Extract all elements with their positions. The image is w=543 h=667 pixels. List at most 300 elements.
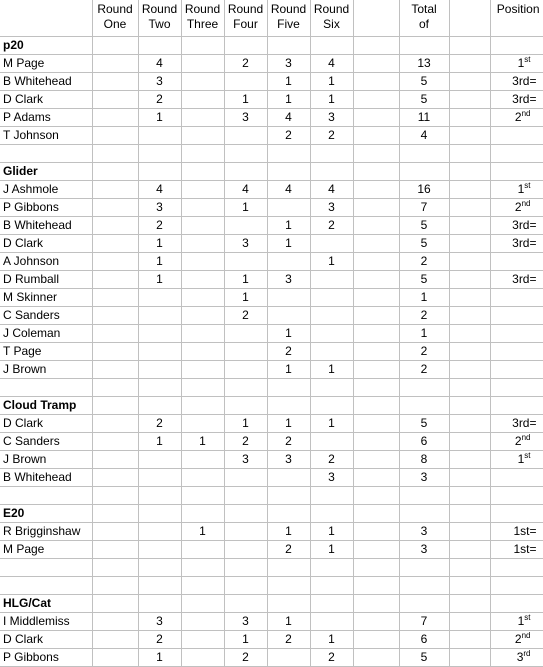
empty-cell[interactable] [490,37,543,55]
empty-cell[interactable] [138,559,181,577]
round-score-cell[interactable] [92,451,138,469]
round-score-cell[interactable]: 1 [310,253,353,271]
round-score-cell[interactable] [181,235,224,253]
round-score-cell[interactable] [310,271,353,289]
position-cell[interactable] [490,73,543,91]
empty-cell[interactable] [353,595,399,613]
empty-cell[interactable] [399,37,449,55]
round-score-cell[interactable] [138,127,181,145]
empty-cell[interactable] [399,379,449,397]
empty-cell[interactable] [449,361,490,379]
round-score-cell[interactable]: 3 [224,451,267,469]
empty-cell[interactable] [310,505,353,523]
empty-cell[interactable] [490,163,543,181]
empty-cell[interactable] [224,397,267,415]
empty-cell[interactable] [92,145,138,163]
empty-cell[interactable] [310,487,353,505]
round-score-cell[interactable] [224,343,267,361]
pilot-name-cell[interactable]: D Clark [0,235,92,253]
empty-cell[interactable] [138,145,181,163]
empty-cell[interactable] [267,145,310,163]
round-score-cell[interactable] [224,253,267,271]
total-cell[interactable]: 8 [399,451,449,469]
empty-cell[interactable] [92,37,138,55]
round-score-cell[interactable]: 3 [267,271,310,289]
empty-cell[interactable] [353,37,399,55]
empty-cell[interactable] [181,487,224,505]
column-header[interactable] [0,0,92,37]
empty-cell[interactable] [181,595,224,613]
round-score-cell[interactable]: 1 [138,109,181,127]
round-score-cell[interactable] [92,199,138,217]
empty-cell[interactable] [353,109,399,127]
empty-cell[interactable] [92,505,138,523]
round-score-cell[interactable] [138,361,181,379]
position-cell[interactable] [490,181,543,199]
empty-cell[interactable] [224,145,267,163]
round-score-cell[interactable] [181,325,224,343]
position-cell[interactable] [490,91,543,109]
empty-cell[interactable] [353,91,399,109]
empty-cell[interactable] [490,595,543,613]
total-cell[interactable]: 3 [399,469,449,487]
round-score-cell[interactable] [92,55,138,73]
column-header[interactable] [181,0,224,37]
pilot-name-cell[interactable]: M Page [0,55,92,73]
empty-cell[interactable] [92,595,138,613]
empty-cell[interactable] [92,487,138,505]
pilot-name-cell[interactable]: C Sanders [0,307,92,325]
pilot-name-cell[interactable]: P Gibbons [0,199,92,217]
empty-cell[interactable] [310,37,353,55]
empty-cell[interactable] [449,613,490,631]
empty-cell[interactable] [449,145,490,163]
position-cell[interactable] [490,433,543,451]
position-cell[interactable] [490,649,543,667]
empty-cell[interactable] [490,487,543,505]
round-score-cell[interactable]: 4 [267,109,310,127]
round-score-cell[interactable] [138,451,181,469]
round-score-cell[interactable]: 3 [224,613,267,631]
round-score-cell[interactable]: 1 [267,235,310,253]
position-cell[interactable] [490,127,543,145]
pilot-name-cell[interactable]: J Coleman [0,325,92,343]
empty-cell[interactable] [181,37,224,55]
pilot-name-cell[interactable]: D Clark [0,415,92,433]
round-score-cell[interactable] [181,91,224,109]
position-cell[interactable] [490,415,543,433]
round-score-cell[interactable]: 1 [224,271,267,289]
empty-cell[interactable] [490,379,543,397]
round-score-cell[interactable] [92,307,138,325]
group-name-cell[interactable]: HLG/Cat [0,595,92,613]
round-score-cell[interactable] [181,613,224,631]
empty-cell[interactable] [353,487,399,505]
round-score-cell[interactable]: 3 [224,109,267,127]
empty-cell[interactable] [92,577,138,595]
pilot-name-cell[interactable]: A Johnson [0,253,92,271]
empty-cell[interactable] [449,73,490,91]
empty-cell[interactable] [399,145,449,163]
empty-cell[interactable] [224,37,267,55]
empty-cell[interactable] [353,613,399,631]
round-score-cell[interactable] [310,307,353,325]
empty-cell[interactable] [224,163,267,181]
round-score-cell[interactable]: 2 [224,55,267,73]
pilot-name-cell[interactable]: C Sanders [0,433,92,451]
total-cell[interactable]: 4 [399,127,449,145]
empty-cell[interactable] [310,145,353,163]
total-cell[interactable]: 16 [399,181,449,199]
position-cell[interactable] [490,541,543,559]
round-score-cell[interactable] [92,289,138,307]
total-cell[interactable]: 2 [399,343,449,361]
round-score-cell[interactable] [181,361,224,379]
pilot-name-cell[interactable]: R Brigginshaw [0,523,92,541]
round-score-cell[interactable]: 3 [138,199,181,217]
round-score-cell[interactable] [267,469,310,487]
round-score-cell[interactable]: 1 [138,235,181,253]
round-score-cell[interactable] [310,235,353,253]
empty-cell[interactable] [353,289,399,307]
round-score-cell[interactable] [92,217,138,235]
column-header[interactable] [310,0,353,37]
round-score-cell[interactable]: 2 [310,127,353,145]
empty-cell[interactable] [449,181,490,199]
empty-cell[interactable] [310,595,353,613]
empty-cell[interactable] [310,163,353,181]
round-score-cell[interactable]: 1 [310,541,353,559]
pilot-name-cell[interactable]: D Clark [0,631,92,649]
empty-cell[interactable] [224,577,267,595]
round-score-cell[interactable]: 1 [267,73,310,91]
round-score-cell[interactable] [138,541,181,559]
empty-cell[interactable] [449,217,490,235]
empty-cell[interactable] [449,631,490,649]
pilot-name-cell[interactable]: J Brown [0,361,92,379]
empty-cell[interactable] [353,631,399,649]
round-score-cell[interactable] [224,523,267,541]
empty-cell[interactable] [181,397,224,415]
round-score-cell[interactable]: 1 [181,523,224,541]
empty-cell[interactable] [449,289,490,307]
empty-cell[interactable] [92,379,138,397]
round-score-cell[interactable] [224,361,267,379]
round-score-cell[interactable]: 4 [267,181,310,199]
empty-cell[interactable] [181,145,224,163]
pilot-name-cell[interactable]: P Adams [0,109,92,127]
round-score-cell[interactable]: 1 [267,217,310,235]
position-cell[interactable] [490,523,543,541]
round-score-cell[interactable] [92,613,138,631]
round-score-cell[interactable] [310,289,353,307]
empty-cell[interactable] [399,505,449,523]
position-cell[interactable] [490,307,543,325]
empty-cell[interactable] [353,127,399,145]
round-score-cell[interactable]: 1 [224,91,267,109]
position-cell[interactable] [490,217,543,235]
round-score-cell[interactable] [181,451,224,469]
empty-cell[interactable] [353,433,399,451]
empty-cell[interactable] [138,397,181,415]
round-score-cell[interactable] [181,307,224,325]
group-name-cell[interactable]: Cloud Tramp [0,397,92,415]
position-cell[interactable] [490,271,543,289]
empty-cell[interactable] [353,235,399,253]
pilot-name-cell[interactable]: D Rumball [0,271,92,289]
empty-cell[interactable] [449,163,490,181]
round-score-cell[interactable]: 3 [224,235,267,253]
pilot-name-cell[interactable]: I Middlemiss [0,613,92,631]
empty-cell[interactable] [353,145,399,163]
round-score-cell[interactable] [92,127,138,145]
empty-cell[interactable] [310,559,353,577]
round-score-cell[interactable] [138,307,181,325]
round-score-cell[interactable] [92,343,138,361]
round-score-cell[interactable]: 4 [310,55,353,73]
round-score-cell[interactable] [267,307,310,325]
empty-cell[interactable] [399,163,449,181]
round-score-cell[interactable] [224,469,267,487]
group-name-cell[interactable]: p20 [0,37,92,55]
pilot-name-cell[interactable]: M Skinner [0,289,92,307]
empty-cell[interactable] [267,595,310,613]
round-score-cell[interactable]: 2 [138,415,181,433]
total-cell[interactable]: 2 [399,253,449,271]
round-score-cell[interactable]: 1 [181,433,224,451]
total-cell[interactable]: 5 [399,235,449,253]
round-score-cell[interactable] [181,631,224,649]
total-cell[interactable]: 6 [399,631,449,649]
empty-cell[interactable] [267,577,310,595]
empty-cell[interactable] [449,91,490,109]
column-header[interactable] [353,0,399,37]
empty-cell[interactable] [353,379,399,397]
empty-cell[interactable] [224,559,267,577]
empty-cell[interactable] [267,163,310,181]
empty-cell[interactable] [138,487,181,505]
column-header[interactable] [224,0,267,37]
round-score-cell[interactable] [92,253,138,271]
empty-cell[interactable] [449,343,490,361]
round-score-cell[interactable] [138,469,181,487]
empty-cell[interactable] [449,415,490,433]
round-score-cell[interactable]: 3 [138,73,181,91]
empty-cell[interactable] [224,487,267,505]
round-score-cell[interactable]: 3 [310,109,353,127]
round-score-cell[interactable] [92,415,138,433]
position-cell[interactable] [490,631,543,649]
empty-cell[interactable] [449,253,490,271]
round-score-cell[interactable] [267,253,310,271]
empty-cell[interactable] [353,307,399,325]
round-score-cell[interactable]: 2 [310,451,353,469]
round-score-cell[interactable] [138,325,181,343]
pilot-name-cell[interactable]: B Whitehead [0,73,92,91]
round-score-cell[interactable] [181,253,224,271]
empty-cell[interactable] [449,559,490,577]
total-cell[interactable]: 5 [399,649,449,667]
round-score-cell[interactable] [92,271,138,289]
round-score-cell[interactable] [267,199,310,217]
empty-cell[interactable] [449,523,490,541]
position-cell[interactable] [490,613,543,631]
empty-cell[interactable] [490,505,543,523]
round-score-cell[interactable]: 1 [310,415,353,433]
empty-cell[interactable] [353,271,399,289]
round-score-cell[interactable]: 2 [267,343,310,361]
empty-cell[interactable] [353,199,399,217]
round-score-cell[interactable]: 1 [267,523,310,541]
round-score-cell[interactable] [138,523,181,541]
empty-cell[interactable] [490,577,543,595]
group-name-cell[interactable]: E20 [0,505,92,523]
round-score-cell[interactable]: 1 [138,649,181,667]
round-score-cell[interactable]: 1 [267,325,310,343]
round-score-cell[interactable]: 3 [310,469,353,487]
total-cell[interactable]: 13 [399,55,449,73]
empty-cell[interactable] [0,559,92,577]
round-score-cell[interactable] [224,217,267,235]
empty-cell[interactable] [490,145,543,163]
empty-cell[interactable] [353,505,399,523]
empty-cell[interactable] [310,577,353,595]
empty-cell[interactable] [399,577,449,595]
pilot-name-cell[interactable]: P Gibbons [0,649,92,667]
empty-cell[interactable] [0,487,92,505]
round-score-cell[interactable]: 4 [138,55,181,73]
round-score-cell[interactable]: 2 [224,307,267,325]
empty-cell[interactable] [267,379,310,397]
empty-cell[interactable] [449,595,490,613]
empty-cell[interactable] [181,379,224,397]
round-score-cell[interactable] [181,109,224,127]
empty-cell[interactable] [449,541,490,559]
position-cell[interactable] [490,343,543,361]
round-score-cell[interactable] [181,55,224,73]
round-score-cell[interactable] [92,181,138,199]
empty-cell[interactable] [267,397,310,415]
empty-cell[interactable] [449,199,490,217]
round-score-cell[interactable]: 1 [267,613,310,631]
round-score-cell[interactable] [92,523,138,541]
round-score-cell[interactable]: 3 [310,199,353,217]
round-score-cell[interactable] [138,289,181,307]
round-score-cell[interactable]: 1 [267,91,310,109]
empty-cell[interactable] [181,559,224,577]
empty-cell[interactable] [310,379,353,397]
column-header[interactable] [92,0,138,37]
column-header[interactable] [267,0,310,37]
pilot-name-cell[interactable]: T Page [0,343,92,361]
pilot-name-cell[interactable]: J Ashmole [0,181,92,199]
empty-cell[interactable] [449,235,490,253]
round-score-cell[interactable] [224,541,267,559]
column-header[interactable] [399,0,449,37]
empty-cell[interactable] [399,487,449,505]
empty-cell[interactable] [353,253,399,271]
round-score-cell[interactable]: 4 [138,181,181,199]
round-score-cell[interactable] [310,613,353,631]
round-score-cell[interactable] [92,109,138,127]
total-cell[interactable]: 5 [399,73,449,91]
total-cell[interactable]: 7 [399,613,449,631]
round-score-cell[interactable]: 4 [224,181,267,199]
round-score-cell[interactable]: 1 [310,73,353,91]
empty-cell[interactable] [399,559,449,577]
empty-cell[interactable] [449,55,490,73]
round-score-cell[interactable] [92,469,138,487]
empty-cell[interactable] [449,109,490,127]
empty-cell[interactable] [399,397,449,415]
total-cell[interactable]: 3 [399,523,449,541]
round-score-cell[interactable]: 1 [310,361,353,379]
empty-cell[interactable] [138,37,181,55]
round-score-cell[interactable]: 2 [267,541,310,559]
empty-cell[interactable] [449,307,490,325]
position-cell[interactable] [490,109,543,127]
round-score-cell[interactable] [181,469,224,487]
round-score-cell[interactable] [181,541,224,559]
round-score-cell[interactable] [181,217,224,235]
empty-cell[interactable] [92,163,138,181]
empty-cell[interactable] [353,397,399,415]
total-cell[interactable]: 5 [399,217,449,235]
round-score-cell[interactable]: 1 [138,253,181,271]
round-score-cell[interactable]: 2 [310,649,353,667]
empty-cell[interactable] [267,487,310,505]
empty-cell[interactable] [353,541,399,559]
empty-cell[interactable] [92,397,138,415]
column-header[interactable] [490,0,543,37]
position-cell[interactable] [490,199,543,217]
round-score-cell[interactable]: 2 [310,217,353,235]
round-score-cell[interactable] [92,649,138,667]
empty-cell[interactable] [353,163,399,181]
empty-cell[interactable] [449,451,490,469]
total-cell[interactable]: 1 [399,289,449,307]
empty-cell[interactable] [449,127,490,145]
total-cell[interactable]: 2 [399,361,449,379]
empty-cell[interactable] [138,379,181,397]
round-score-cell[interactable] [181,127,224,145]
round-score-cell[interactable]: 3 [267,55,310,73]
total-cell[interactable]: 1 [399,325,449,343]
position-cell[interactable] [490,361,543,379]
round-score-cell[interactable]: 1 [224,289,267,307]
position-cell[interactable] [490,253,543,271]
empty-cell[interactable] [138,577,181,595]
round-score-cell[interactable]: 1 [310,631,353,649]
empty-cell[interactable] [138,163,181,181]
position-cell[interactable] [490,451,543,469]
empty-cell[interactable] [267,37,310,55]
total-cell[interactable]: 5 [399,91,449,109]
pilot-name-cell[interactable]: T Johnson [0,127,92,145]
pilot-name-cell[interactable]: M Page [0,541,92,559]
total-cell[interactable]: 7 [399,199,449,217]
empty-cell[interactable] [353,415,399,433]
column-header[interactable] [138,0,181,37]
empty-cell[interactable] [353,469,399,487]
round-score-cell[interactable] [92,541,138,559]
empty-cell[interactable] [449,487,490,505]
empty-cell[interactable] [449,577,490,595]
empty-cell[interactable] [353,325,399,343]
empty-cell[interactable] [449,37,490,55]
empty-cell[interactable] [449,469,490,487]
round-score-cell[interactable] [181,271,224,289]
